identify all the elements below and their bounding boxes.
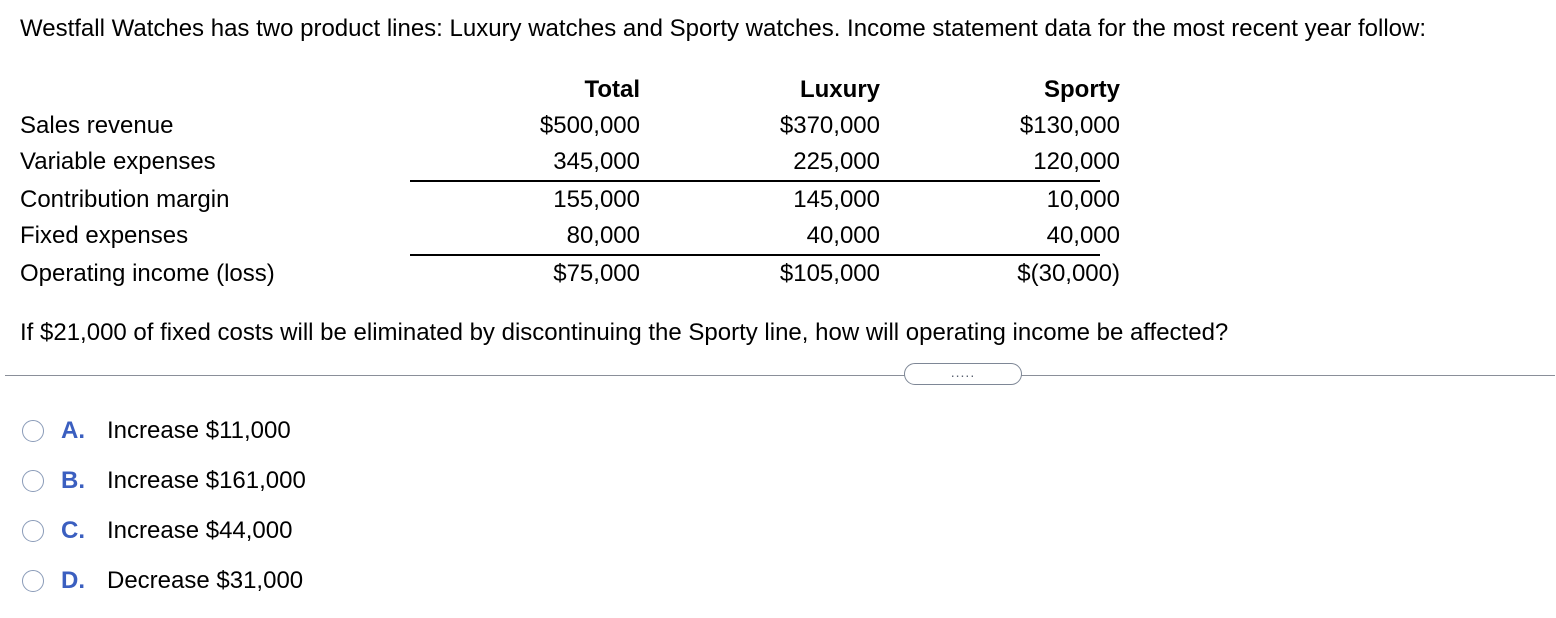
choice-text: Increase $161,000 <box>107 467 306 494</box>
header-total: Total <box>584 76 640 103</box>
choice-a[interactable] <box>22 412 442 462</box>
row-operating-income <box>20 256 1120 292</box>
cell-sporty: 10,000 <box>1046 186 1120 213</box>
income-statement-table <box>20 72 1120 292</box>
problem-intro: Westfall Watches has two product lines: Luxury watches and Sporty watches. Income statement data for the most recent year follow: <box>20 15 1426 42</box>
cell-luxury: $370,000 <box>779 112 880 139</box>
cell-luxury: 225,000 <box>793 148 880 175</box>
section-divider <box>5 375 1555 376</box>
radio-button[interactable] <box>22 570 44 592</box>
row-sales-revenue <box>20 108 1120 144</box>
row-label: Operating income (loss) <box>20 260 275 287</box>
choice-text: Increase $44,000 <box>107 517 293 544</box>
choice-letter: C. <box>61 517 85 544</box>
row-label: Fixed expenses <box>20 222 189 249</box>
cell-sporty: 40,000 <box>1046 222 1120 249</box>
choice-text: Decrease $31,000 <box>107 567 304 594</box>
row-variable-expenses <box>20 144 1120 180</box>
radio-button[interactable] <box>22 420 44 442</box>
row-contribution-margin <box>20 182 1120 218</box>
cell-sporty: $(30,000) <box>1017 260 1120 287</box>
row-label: Sales revenue <box>20 112 174 139</box>
cell-total: $500,000 <box>539 112 640 139</box>
cell-total: $75,000 <box>553 260 640 287</box>
header-luxury: Luxury <box>799 76 880 103</box>
choice-letter: A. <box>61 417 85 444</box>
cell-total: 80,000 <box>566 222 640 249</box>
choice-letter: B. <box>61 467 85 494</box>
question-text: If $21,000 of fixed costs will be eliminated by discontinuing the Sporty line, how will operating income be affected? <box>20 319 1229 346</box>
choice-b[interactable] <box>22 462 442 512</box>
cell-luxury: $105,000 <box>779 260 880 287</box>
cell-sporty: $130,000 <box>1019 112 1120 139</box>
cell-total: 155,000 <box>553 186 640 213</box>
cell-luxury: 145,000 <box>793 186 880 213</box>
choice-letter: D. <box>61 567 85 594</box>
answer-choices <box>22 412 442 612</box>
choice-c[interactable] <box>22 512 442 562</box>
show-more-button[interactable]: ..... <box>904 363 1022 385</box>
cell-sporty: 120,000 <box>1033 148 1120 175</box>
cell-total: 345,000 <box>553 148 640 175</box>
cell-luxury: 40,000 <box>806 222 880 249</box>
row-label: Variable expenses <box>20 148 216 175</box>
row-label: Contribution margin <box>20 186 230 213</box>
row-fixed-expenses <box>20 218 1120 254</box>
radio-button[interactable] <box>22 470 44 492</box>
table-header-row <box>20 72 1120 108</box>
choice-d[interactable] <box>22 562 442 612</box>
header-sporty: Sporty <box>1043 76 1120 103</box>
radio-button[interactable] <box>22 520 44 542</box>
choice-text: Increase $11,000 <box>107 417 291 444</box>
